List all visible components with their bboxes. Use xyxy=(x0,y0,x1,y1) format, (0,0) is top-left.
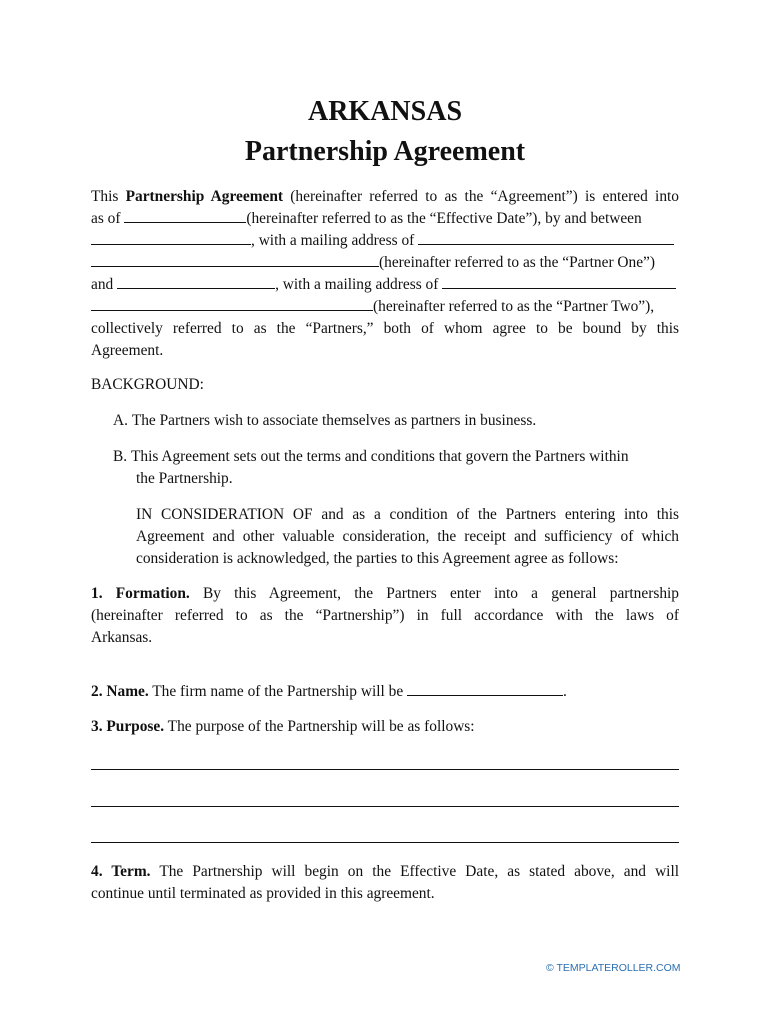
purpose-blank-line-3[interactable] xyxy=(91,842,679,843)
intro-line-7: collectively referred to as the “Partners,” both of whom agree to be bound by this xyxy=(91,320,679,337)
document-title: Partnership Agreement xyxy=(244,136,526,167)
intro-line-5: and , with a mailing address of xyxy=(91,274,676,296)
term-heading: 4. Term. xyxy=(91,863,151,880)
consideration-line-1: IN CONSIDERATION OF and as a condition of the Partners entering into this xyxy=(136,506,679,523)
background-heading: BACKGROUND: xyxy=(91,376,204,393)
formation-heading: 1. Formation. xyxy=(91,585,190,602)
item-b-marker: B. xyxy=(113,448,128,465)
section-name: 2. Name. The firm name of the Partnership will be . xyxy=(91,683,567,700)
background-item-b-cont: the Partnership. xyxy=(136,470,233,487)
background-item-b: B. This Agreement sets out the terms and conditions that govern the Partners within xyxy=(113,448,629,465)
section-formation-line-1: 1. Formation. By this Agreement, the Partners enter into a general partnership xyxy=(91,585,679,602)
effective-date-blank[interactable] xyxy=(124,208,246,223)
intro-line-3: , with a mailing address of xyxy=(91,230,674,252)
intro-line-2: as of (hereinafter referred to as the “Effective Date”), by and between xyxy=(91,210,642,227)
consideration-line-3: consideration is acknowledged, the parties to this Agreement agree as follows: xyxy=(136,550,619,567)
partner-one-name-blank[interactable] xyxy=(91,230,251,245)
partner-two-address-blank[interactable] xyxy=(442,274,676,289)
purpose-blank-line-1[interactable] xyxy=(91,769,679,770)
section-formation-line-3: Arkansas. xyxy=(91,629,153,646)
background-item-a: A. The Partners wish to associate themselves as partners in business. xyxy=(113,412,537,429)
intro-line-1: This Partnership Agreement (hereinafter referred to as the “Agreement”) is entered into xyxy=(91,188,679,205)
item-a-marker: A. xyxy=(113,412,128,429)
section-purpose: 3. Purpose. The purpose of the Partnership will be as follows: xyxy=(91,718,475,735)
purpose-blank-line-2[interactable] xyxy=(91,806,679,807)
name-heading: 2. Name. xyxy=(91,683,149,700)
purpose-heading: 3. Purpose. xyxy=(91,718,165,735)
agreement-name-bold: Partnership Agreement xyxy=(125,188,284,205)
intro-line-6: (hereinafter referred to as the “Partner Two”), xyxy=(91,296,654,318)
footer-link[interactable]: © TEMPLATEROLLER.COM xyxy=(546,962,681,974)
partner-one-address-blank[interactable] xyxy=(418,230,674,245)
partner-two-name-blank[interactable] xyxy=(117,274,275,289)
consideration-line-2: Agreement and other valuable consideration, the receipt and sufficiency of which xyxy=(136,528,679,545)
section-term-line-1: 4. Term. The Partnership will begin on the Effective Date, as stated above, and will xyxy=(91,863,680,880)
firm-name-blank[interactable] xyxy=(407,681,563,696)
state-title: ARKANSAS xyxy=(307,96,463,127)
partner-two-address-blank-2[interactable] xyxy=(91,296,373,311)
intro-line-4: (hereinafter referred to as the “Partner One”) xyxy=(91,252,655,274)
intro-line-8: Agreement. xyxy=(91,342,164,359)
partner-one-address-blank-2[interactable] xyxy=(91,252,379,267)
section-formation-line-2: (hereinafter referred to as the “Partnership”) in full accordance with the laws of xyxy=(91,607,679,624)
section-term-line-2: continue until terminated as provided in this agreement. xyxy=(91,885,435,902)
